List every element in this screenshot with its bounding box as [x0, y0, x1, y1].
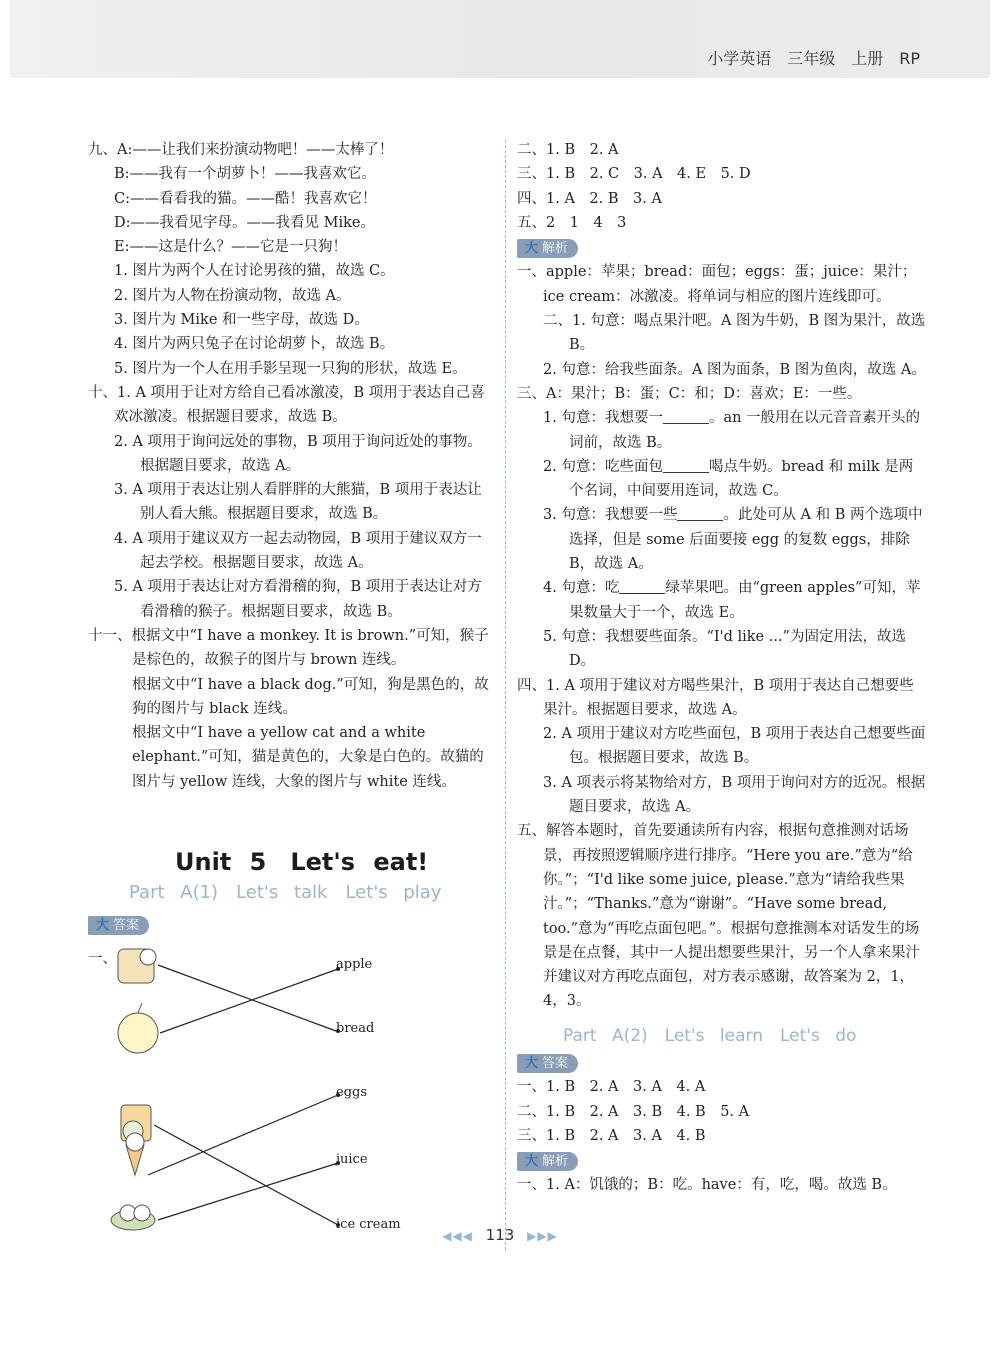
q10-line: 3. A 项用于表达让别人看胖胖的大熊猫，B 项用于表达让别人看大熊。根据题目要求，故选 B。	[114, 482, 482, 523]
answer-tag-label: 答案	[113, 918, 140, 933]
book-title: 小学英语 三年级 上册 RP	[707, 49, 920, 68]
q11-line: 根据文中“I have a yellow cat and a white elephant.”可知，猫是黄色的，大象是白色的。故猫的图片与 yellow 连线，大象的图片与 white 连线。	[132, 725, 484, 790]
analysis-tag: 大 解析	[517, 235, 927, 260]
answer-line: 三、1. B 2. C 3. A 4. E 5. D	[517, 166, 751, 183]
analysis-tag-label: 解析	[542, 241, 569, 257]
prev-arrows-icon: ◀◀◀	[442, 1229, 473, 1243]
analysis-2: 二、1. 句意：喝点果汁吧。A 图为牛奶，B 图为果汁，故选 B。	[543, 313, 926, 354]
q10-line: 5. A 项用于表达让对方看滑稽的狗，B 项用于表达让对方看滑稽的猴子。根据题目要求，故选 B。	[114, 579, 482, 620]
matching-exercise	[88, 935, 418, 1245]
answer-line: 五、2 1 4 3	[517, 214, 627, 231]
q9-line: 5. 图片为一个人在用手影呈现一只狗的形状，故选 E。	[114, 360, 467, 377]
answer-line: 二、1. B 2. A	[517, 142, 619, 158]
answer-tag: 大 答案	[88, 912, 149, 937]
apple-picture	[118, 1003, 158, 1053]
q9-line: B:——我有一个胡萝卜！——我喜欢它。	[114, 166, 377, 183]
part2-heading: Part A(2) Let's learn Let's do	[563, 1025, 857, 1046]
q9-line: E:——这是什么？——它是一只狗！	[114, 239, 347, 256]
analysis-tag-2: 大 解析	[517, 1148, 927, 1173]
q9-line: 九、A:——让我们来扮演动物吧！——太棒了！	[88, 142, 394, 158]
analysis-5: 五、解答本题时，首先要通读所有内容，根据句意推测对话场景，再按照逻辑顺序进行排序。“Here you are.”意为“给你。”；“I'd like some juice, please.”意为“请给我些果汁。”；“Thanks.”意为“谢谢”。“Have some bread, too.”意为“再吃点面包吧。”。根据句意推测本对话发生的场景是在点餐，其中一人提出想要些果汁，另一个人拿来果汁并建议对方再吃点面包，对方表示感谢，故答案为 2，1，4，3。	[517, 823, 920, 1010]
bread-picture	[118, 949, 156, 983]
q9-line: C:——看看我的猫。——酷！我喜欢它！	[114, 190, 377, 207]
q9-line: 4. 图片为两只兔子在讨论胡萝卜，故选 B。	[114, 336, 395, 353]
q9-line: 2. 图片为人物在扮演动物，故选 A。	[114, 287, 351, 304]
answer2-line: 一、1. B 2. A 3. A 4. A	[517, 1079, 706, 1096]
analysis-3-item: 2. 句意：吃些面包 喝点牛奶。bread 和 milk 是两个名词，中间要用连词，故选 C。	[543, 458, 914, 500]
word-apple: apple	[336, 957, 373, 972]
q11-line: 根据文中“I have a black dog.”可知，狗是黑色的，故狗的图片与 black 连线。	[132, 676, 489, 717]
answer2-line: 三、1. B 2. A 3. A 4. B	[517, 1127, 706, 1144]
word-eggs: eggs	[336, 1085, 368, 1100]
analysis-3-item: 5. 句意：我想要些面条。“I'd like ...”为固定用法，故选 D。	[543, 628, 906, 670]
q10-line: 2. A 项用于询问远处的事物，B 项用于询问近处的事物。根据题目要求，故选 A。	[114, 433, 482, 474]
analysis-2: 2. 句意：给我些面条。A 图为面条，B 图为鱼肉，故选 A。	[543, 361, 926, 378]
q11-line: 十一、根据文中“I have a monkey. It is brown.”可知，猴子是棕色的，故猴子的图片与 brown 连线。	[88, 627, 489, 669]
q10-line: 十、1. A 项用于让对方给自己看冰激凌，B 项用于表达自己喜欢冰激凌。根据题目要求，故选 B。	[88, 384, 485, 426]
word-juice: juice	[336, 1152, 368, 1167]
analysis2-line: 一、1. A：饥饿的；B：吃。have：有，吃，喝。故选 B。	[517, 1177, 897, 1194]
matching-drawing	[88, 935, 418, 1245]
match-number: 一、	[88, 951, 117, 967]
page-header	[10, 0, 990, 78]
left-column	[88, 138, 493, 794]
part-heading: Part A(1) Let's talk Let's play	[129, 882, 442, 903]
q9-line: D:——我看见字母。——我看见 Mike。	[114, 214, 375, 231]
column-divider	[505, 140, 506, 1250]
q10-line: 4. A 项用于建议双方一起去动物园，B 项用于建议双方一起去学校。根据题目要求，故选 A。	[114, 530, 482, 572]
right-column	[517, 138, 927, 1198]
answer-tag-2: 大 答案	[517, 1050, 927, 1075]
answer-tag-2-label: 答案	[542, 1055, 569, 1071]
ice-cream-picture	[126, 1133, 144, 1175]
analysis-3-item: 4. 句意：吃 绿苹果吧。由“green apples”可知，苹果数量大于一个，故选 E。	[543, 580, 921, 621]
analysis-3-item: 1. 句意：我想要一 。an 一般用在以元音音素开头的词前，故选 B。	[543, 410, 921, 451]
word-ice-cream: ice cream	[336, 1217, 401, 1232]
analysis-4: 2. A 项用于建议对方吃些面包，B 项用于表达自己想要些面包。根据题目要求，故选 B。	[543, 726, 926, 767]
q9-line: 3. 图片为 Mike 和一些字母，故选 D。	[114, 312, 369, 329]
next-arrows-icon: ▶▶▶	[527, 1229, 558, 1243]
page-footer	[0, 1226, 1000, 1244]
unit-title: Unit 5 Let's eat!	[175, 848, 429, 876]
page-number: 113	[485, 1226, 515, 1244]
analysis-1: 一、apple：苹果；bread：面包；eggs：蛋；juice：果汁；ice cream：冰激凌。将单词与相应的图片连线即可。	[517, 264, 917, 305]
analysis-4: 四、1. A 项用于建议对方喝些果汁，B 项用于表达自己想要些果汁。根据题目要求，故选 A。	[517, 677, 914, 718]
analysis-3-item: 3. 句意：我想要一些 。此处可从 A 和 B 两个选项中选择，但是 some 后面要接 egg 的复数 eggs，排除 B，故选 A。	[543, 507, 923, 573]
analysis-4: 3. A 项表示将某物给对方，B 项用于询问对方的近况。根据题目要求，故选 A。	[543, 774, 926, 816]
answer-line: 四、1. A 2. B 3. A	[517, 190, 662, 207]
word-bread: bread	[336, 1021, 375, 1036]
analysis-tag-2-label: 解析	[542, 1154, 569, 1170]
match-lines	[148, 965, 338, 1225]
q9-line: 1. 图片为两个人在讨论男孩的猫，故选 C。	[114, 263, 395, 280]
answer2-line: 二、1. B 2. A 3. B 4. B 5. A	[517, 1103, 750, 1120]
analysis-3-head: 三、A：果汁；B：蛋；C：和；D：喜欢；E：一些。	[517, 385, 862, 402]
